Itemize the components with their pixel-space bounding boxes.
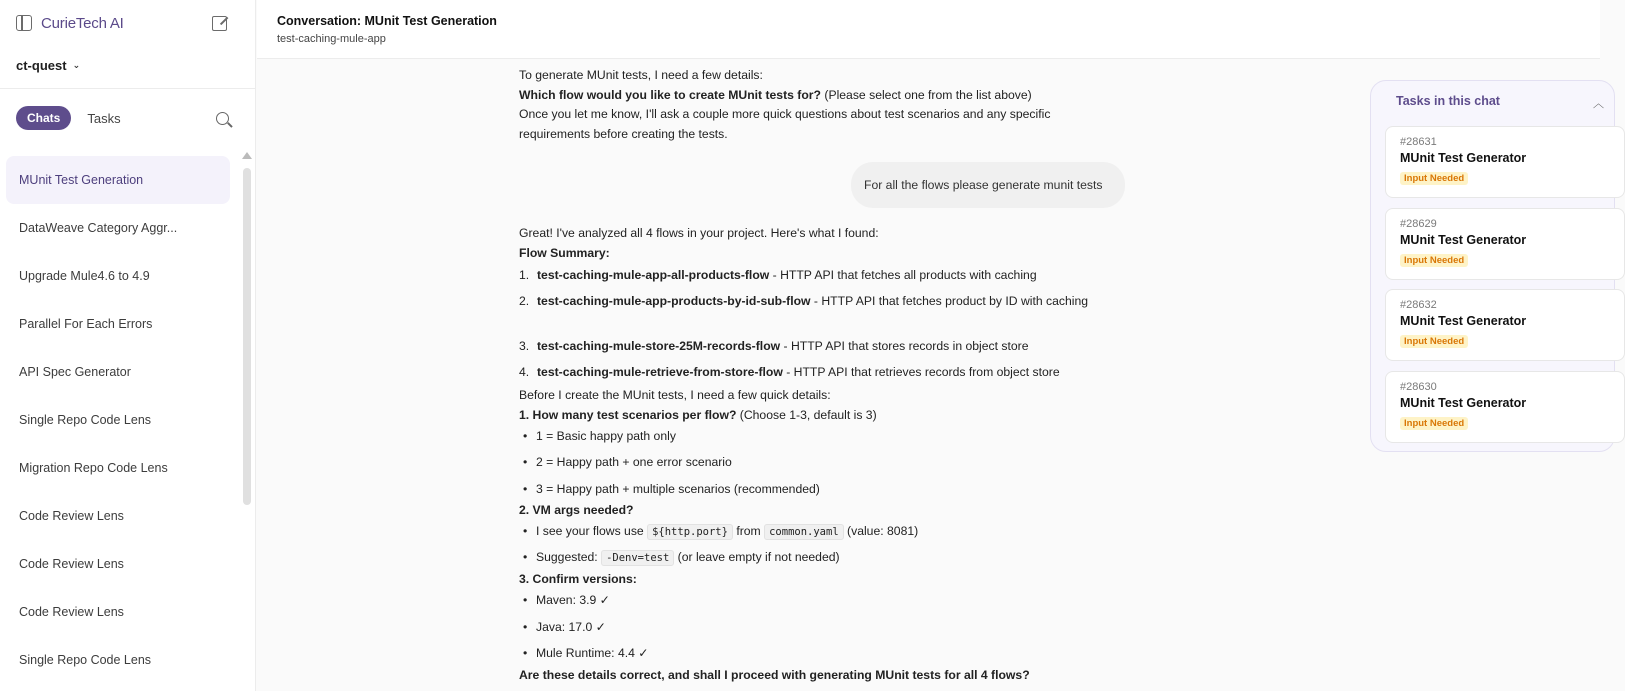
- task-card[interactable]: [1385, 208, 1625, 280]
- project-name: test-caching-mule-app: [277, 33, 386, 45]
- inline-code: ${http.port}: [647, 524, 733, 540]
- inline-code: -Denv=test: [601, 550, 674, 566]
- task-id: #28629: [1400, 218, 1437, 230]
- chat-item[interactable]: Parallel For Each Errors: [19, 317, 153, 331]
- chat-item[interactable]: Code Review Lens: [19, 557, 124, 571]
- page-title: Conversation: MUnit Test Generation: [277, 14, 497, 28]
- status-badge: Input Needed: [1400, 254, 1468, 267]
- message-line: [519, 406, 1109, 426]
- version-text: Maven: 3.9 ✓: [536, 593, 610, 607]
- status-badge: Input Needed: [1400, 335, 1468, 348]
- flow-list-item: [519, 337, 1089, 356]
- task-id: #28630: [1400, 381, 1437, 393]
- flow-description: - HTTP API that stores records in object store: [780, 339, 1029, 353]
- option-item: • 2 = Happy path + one error scenario: [523, 455, 732, 469]
- list-number: 4.: [519, 365, 530, 379]
- new-chat-icon[interactable]: [212, 16, 227, 31]
- question-note: (Choose 1-3, default is 3): [736, 407, 877, 422]
- tab-chats[interactable]: Chats: [16, 106, 71, 130]
- flow-description: - HTTP API that retrieves records from object store: [782, 365, 1060, 379]
- list-number: 3.: [519, 339, 530, 353]
- chat-item[interactable]: DataWeave Category Aggr...: [19, 221, 178, 235]
- user-message-bubble: For all the flows please generate munit tests: [851, 162, 1125, 208]
- task-id: #28632: [1400, 299, 1437, 311]
- version-text: Java: 17.0 ✓: [536, 620, 606, 634]
- message-line: To generate MUnit tests, I need a few details:: [519, 68, 763, 82]
- status-badge: Input Needed: [1400, 417, 1468, 430]
- flow-list-item: [519, 266, 1089, 285]
- status-badge: Input Needed: [1400, 172, 1468, 185]
- message-line: Once you let me know, I'll ask a couple more quick questions about test scenarios and any specific requirements before creating the tests.: [519, 107, 1051, 141]
- task-card[interactable]: [1385, 289, 1625, 361]
- conversation-header: [257, 0, 1600, 59]
- chat-item[interactable]: MUnit Test Generation: [6, 156, 230, 204]
- task-name: MUnit Test Generator: [1400, 396, 1527, 410]
- section-heading: 2. VM args needed?: [519, 503, 634, 517]
- question-bold: 1. How many test scenarios per flow?: [519, 407, 737, 422]
- vm-args-item: • Suggested: -Denv=test (or leave empty if not needed): [523, 550, 840, 564]
- question-note: (Please select one from the list above): [821, 87, 1032, 102]
- task-id: #28631: [1400, 136, 1437, 148]
- assistant-message: [519, 386, 1109, 425]
- option-item: • 1 = Basic happy path only: [523, 429, 676, 443]
- brand-name: CurieTech AI: [41, 14, 124, 32]
- workspace-name: ct-quest: [16, 58, 67, 73]
- chat-item[interactable]: Upgrade Mule4.6 to 4.9: [19, 269, 150, 283]
- assistant-message: [519, 224, 1109, 263]
- brand-row: [16, 12, 227, 34]
- flow-name: test-caching-mule-store-25M-records-flow: [537, 339, 781, 353]
- flow-name: test-caching-mule-app-products-by-id-sub-flow: [537, 294, 811, 308]
- list-number: 2.: [519, 294, 530, 308]
- flow-name: test-caching-mule-app-all-products-flow: [537, 268, 770, 282]
- message-line: Before I create the MUnit tests, I need a few quick details:: [519, 388, 831, 402]
- version-item: • Maven: 3.9 ✓: [523, 593, 610, 607]
- chat-list: [6, 156, 230, 684]
- flow-list-item: [519, 292, 1089, 311]
- search-icon[interactable]: [216, 112, 229, 125]
- inline-code: common.yaml: [764, 524, 844, 540]
- flow-list-item: [519, 363, 1109, 382]
- chat-item[interactable]: Code Review Lens: [19, 605, 124, 619]
- version-text: Mule Runtime: 4.4 ✓: [536, 646, 649, 660]
- task-card[interactable]: [1385, 126, 1625, 198]
- message-line: Great! I've analyzed all 4 flows in your project. Here's what I found:: [519, 226, 879, 240]
- chevron-down-icon: ⌄: [72, 60, 81, 70]
- option-text: 1 = Basic happy path only: [536, 429, 676, 443]
- option-item: • 3 = Happy path + multiple scenarios (recommended): [523, 482, 820, 496]
- tasks-panel-title: Tasks in this chat: [1396, 94, 1500, 108]
- flow-name: test-caching-mule-retrieve-from-store-flow: [537, 365, 783, 379]
- section-heading: Flow Summary:: [519, 245, 610, 260]
- workspace-selector[interactable]: [16, 58, 80, 73]
- option-text: 2 = Happy path + one error scenario: [536, 455, 732, 469]
- version-item: • Java: 17.0 ✓: [523, 620, 606, 634]
- scroll-up-arrow-icon[interactable]: [242, 152, 252, 159]
- chat-item[interactable]: Single Repo Code Lens: [19, 653, 152, 667]
- task-name: MUnit Test Generator: [1400, 233, 1527, 247]
- chat-item[interactable]: Single Repo Code Lens: [19, 413, 152, 427]
- sidebar-scrollbar[interactable]: [243, 168, 251, 505]
- question-bold: Which flow would you like to create MUnit tests for?: [519, 87, 821, 102]
- flow-description: - HTTP API that fetches product by ID with caching: [810, 294, 1089, 308]
- sidebar-divider: [0, 88, 255, 89]
- section-heading: 3. Confirm versions:: [519, 572, 637, 586]
- task-name: MUnit Test Generator: [1400, 314, 1527, 328]
- assistant-message: [519, 66, 1109, 144]
- task-card[interactable]: [1385, 371, 1625, 443]
- tasks-panel: [1370, 80, 1615, 452]
- vm-args-item: • I see your flows use ${http.port} from common.yaml (value: 8081): [523, 524, 919, 538]
- tab-tasks[interactable]: Tasks: [87, 110, 121, 126]
- final-question: Are these details correct, and shall I proceed with generating MUnit tests for all 4 flows?: [519, 668, 1030, 682]
- chat-item[interactable]: Migration Repo Code Lens: [19, 461, 168, 475]
- list-number: 1.: [519, 268, 530, 282]
- message-line: [519, 86, 1109, 106]
- sidebar-tabs: [16, 106, 229, 130]
- chat-item[interactable]: Code Review Lens: [19, 509, 124, 523]
- flow-description: - HTTP API that fetches all products with caching: [769, 268, 1037, 282]
- chevron-up-icon[interactable]: ︿: [1593, 98, 1604, 110]
- option-text: 3 = Happy path + multiple scenarios (recommended): [536, 482, 820, 496]
- task-name: MUnit Test Generator: [1400, 151, 1527, 165]
- version-item: • Mule Runtime: 4.4 ✓: [523, 646, 649, 660]
- sidebar-toggle-icon[interactable]: [16, 15, 32, 31]
- chat-item[interactable]: API Spec Generator: [19, 365, 131, 379]
- sidebar: [0, 0, 256, 691]
